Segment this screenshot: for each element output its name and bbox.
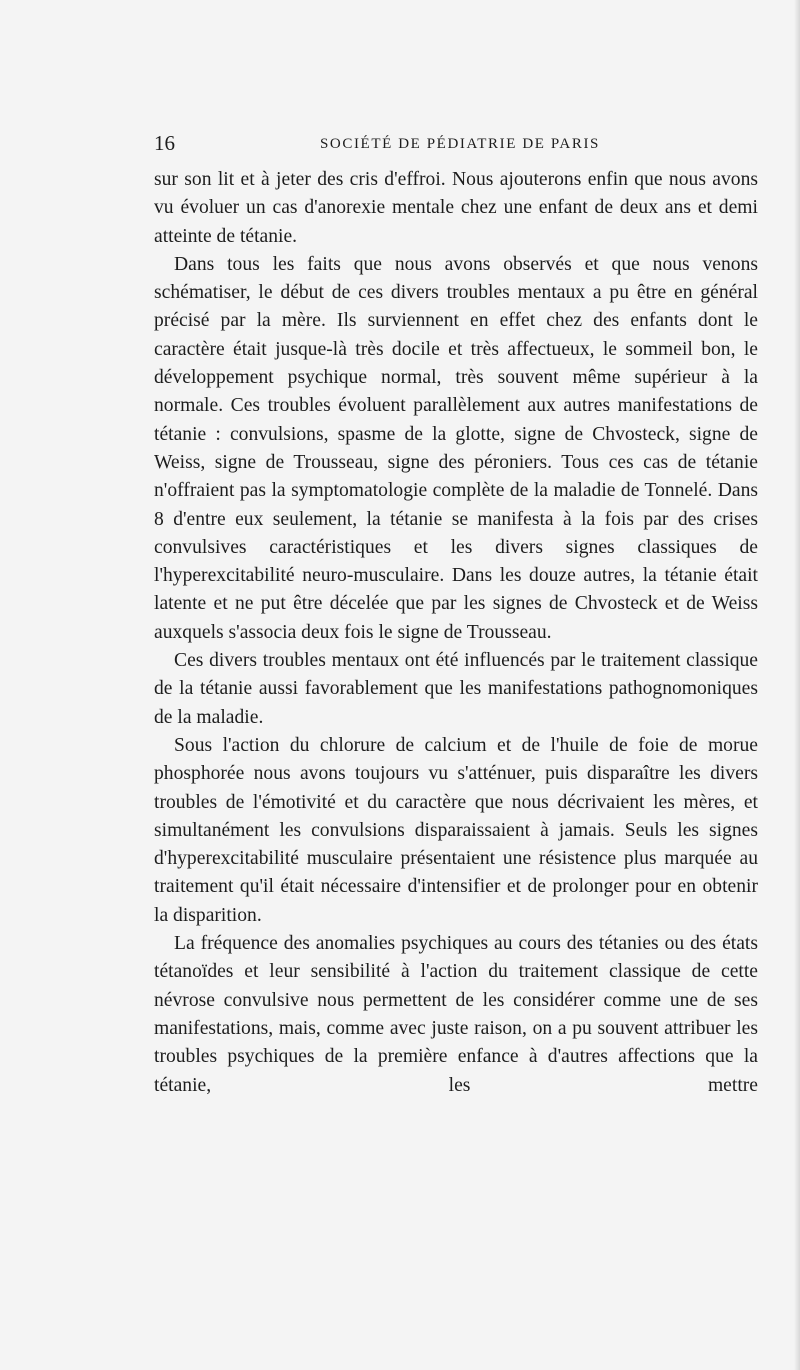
page-number: 16	[154, 131, 175, 155]
paragraph-treatment-influence: Ces divers troubles mentaux ont été influencés par le traitement classique de la tétanie aussi favorablement que les manifestations pathognomoniques de la maladie.	[154, 650, 758, 728]
page-edge-shadow	[794, 0, 800, 1370]
running-head	[154, 130, 758, 156]
paragraph-frequency: La fréquence des anomalies psychiques au cours des tétanies ou des états tétanoïdes et leur sensibilité à l'action du traitement classique de cette névrose convulsive nous permettent de les considérer comme une de ses manifestations, mais, comme avec juste raison, on a pu souvent attribuer les troubles psychiques de la première enfance à d'autres affections que la tétanie, les mettre	[154, 933, 758, 1096]
paragraph-continued: sur son lit et à jeter des cris d'effroi. Nous ajouterons enfin que nous avons vu évoluer un cas d'anorexie mentale chez une enfant de deux ans et demi atteinte de tétanie.	[154, 169, 758, 247]
paragraph-calcium-chloride: Sous l'action du chlorure de calcium et de l'huile de foie de morue phosphorée nous avons toujours vu s'atténuer, puis disparaître les divers troubles de l'émotivité et du caractère que nous décrivaient les mères, et simultanément les convulsions disparaissaient à jamais. Seuls les signes d'hyperexcitabilité musculaire présentaient une résistence plus marquée au traitement qu'il était nécessaire d'intensifier et de prolonger pour en obtenir la disparition.	[154, 734, 758, 926]
journal-title: SOCIÉTÉ DE PÉDIATRIE DE PARIS	[319, 136, 601, 152]
paragraph-observations: Dans tous les faits que nous avons observés et que nous venons schématiser, le début de ces divers troubles mentaux a pu être en général précisé par la mère. Ils surviennent en effet chez des enfants dont le caractère était jusque-là très docile et très affectueux, le sommeil bon, le développement psychique normal, très souvent même supérieur à la normale. Ces troubles évoluent parallèlement aux autres manifestations de tétanie : convulsions, spasme de la glotte, signe de Chvosteck, signe de Weiss, signe de Trousseau, signe des péroniers. Tous ces cas de tétanie n'offraient pas la symptomatologie complète de la maladie de Tonnelé. Dans 8 d'entre eux seulement, la tétanie se manifesta à la fois par des crises convulsives caractéristiques et les divers signes classiques de l'hyperexcitabilité neuro-musculaire. Dans les douze autres, la tétanie était latente et ne put être décelée que par les signes de Chvosteck et de Weiss auxquels s'associa deux fois le signe de Trousseau.	[154, 253, 758, 643]
body-text	[154, 166, 758, 1100]
